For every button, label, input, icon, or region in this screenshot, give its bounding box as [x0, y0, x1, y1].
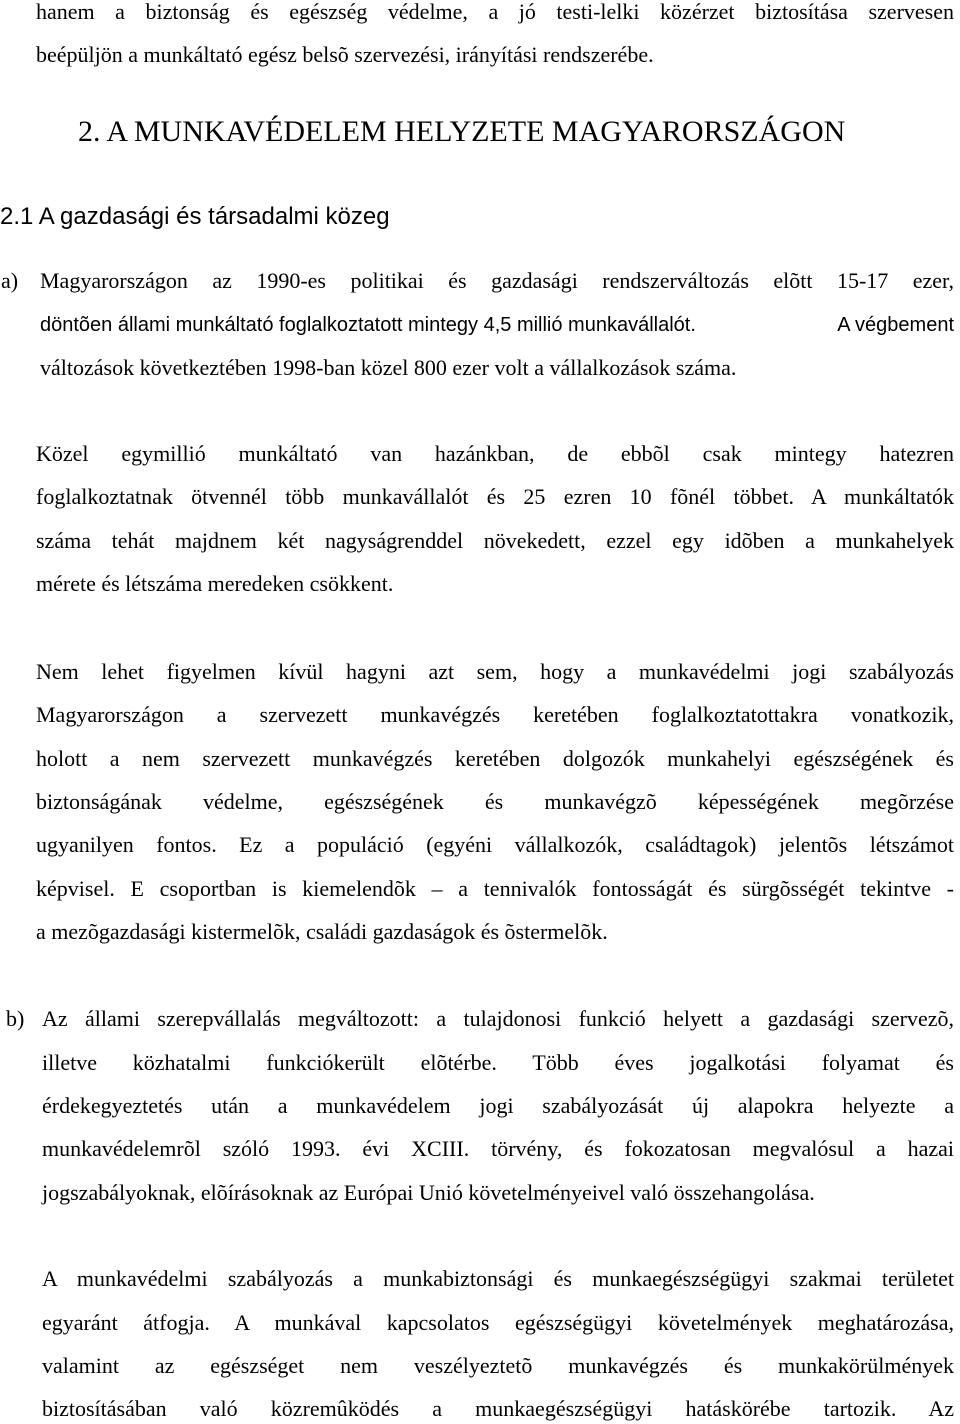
paragraph-1-line-4: mérete és létszáma meredeken csökkent.: [36, 571, 394, 596]
item-a-line-2: [40, 311, 954, 339]
item-b-line-4: munkavédelemrõl szóló 1993. évi XCIII. törvény, és fokozatosan megvalósul a hazai: [42, 1136, 954, 1161]
item-b-line-2: illetve közhatalmi funkciókerült elõtérbe. Több éves jogalkotási folyamat és: [42, 1050, 954, 1075]
paragraph-1-line-1: Közel egymillió munkáltató van hazánkban, de ebbõl csak mintegy hatezren: [36, 441, 954, 466]
paragraph-1-line-3: száma tehát majdnem két nagyságrenddel növekedett, ezzel egy idõben a munkahelyek: [36, 528, 954, 553]
subsection-heading: 2.1 A gazdasági és társadalmi közeg: [0, 203, 390, 230]
paragraph-2-line-5: ugyanilyen fontos. Ez a populáció (egyéni vállalkozók, családtagok) jelentõs létszámot: [36, 832, 954, 857]
item-b-marker: b): [6, 1006, 25, 1031]
item-a-line-2-main: döntõen állami munkáltató foglalkoztatott mintegy 4,5 millió munkavállalót.: [40, 314, 696, 336]
paragraph-2-line-1: Nem lehet figyelmen kívül hagyni azt sem, hogy a munkavédelmi jogi szabályozás: [36, 659, 954, 684]
paragraph-3-line-1: A munkavédelmi szabályozás a munkabiztonsági és munkaegészségügyi szakmai területet: [42, 1266, 954, 1291]
paragraph-3-line-3: valamint az egészséget nem veszélyeztetõ munkavégzés és munkakörülmények: [42, 1353, 954, 1378]
item-b-line-5: jogszabályoknak, elõírásoknak az Európai Unió követelményeivel való összehangolása.: [42, 1180, 815, 1205]
intro-line-1: hanem a biztonság és egészség védelme, a jó testi-lelki közérzet biztosítása szervesen: [36, 0, 954, 24]
paragraph-1-line-2: foglalkoztatnak ötvennél több munkavállalót és 25 ezren 10 fõnél többet. A munkáltatók: [36, 484, 954, 509]
item-a-line-1: Magyarországon az 1990-es politikai és gazdasági rendszerváltozás elõtt 15-17 ezer,: [40, 268, 954, 293]
section-heading: 2. A MUNKAVÉDELEM HELYZETE MAGYARORSZÁGON: [78, 115, 846, 148]
paragraph-2-line-7: a mezõgazdasági kistermelõk, családi gazdaságok és õstermelõk.: [36, 919, 608, 944]
item-a-line-2-tail: A végbement: [837, 314, 954, 336]
item-b-line-1: Az állami szerepvállalás megváltozott: a tulajdonosi funkció helyett a gazdasági szervezõ,: [42, 1006, 954, 1031]
paragraph-2-line-2: Magyarországon a szervezett munkavégzés keretében foglalkoztatottakra vonatkozik,: [36, 702, 954, 727]
item-a-marker: a): [1, 268, 19, 293]
paragraph-3-line-2: egyaránt átfogja. A munkával kapcsolatos egészségügyi követelmények meghatározása,: [42, 1310, 954, 1335]
item-a-line-3: változások következtében 1998-ban közel 800 ezer volt a vállalkozások száma.: [40, 355, 737, 380]
item-b-line-3: érdekegyeztetés után a munkavédelem jogi szabályozását új alapokra helyezte a: [42, 1093, 954, 1118]
paragraph-2-line-4: biztonságának védelme, egészségének és munkavégzõ képességének megõrzése: [36, 789, 954, 814]
paragraph-3-line-4: biztosításában való közremûködés a munkaegészségügyi hatáskörébe tartozik. Az: [42, 1396, 954, 1421]
paragraph-2-line-6: képvisel. E csoportban is kiemelendõk – a tennivalók fontosságát és sürgõsségét tekintve -: [36, 876, 954, 901]
intro-line-2: beépüljön a munkáltató egész belsõ szervezési, irányítási rendszerébe.: [36, 42, 654, 67]
paragraph-2-line-3: holott a nem szervezett munkavégzés keretében dolgozók munkahelyi egészségének és: [36, 746, 954, 771]
